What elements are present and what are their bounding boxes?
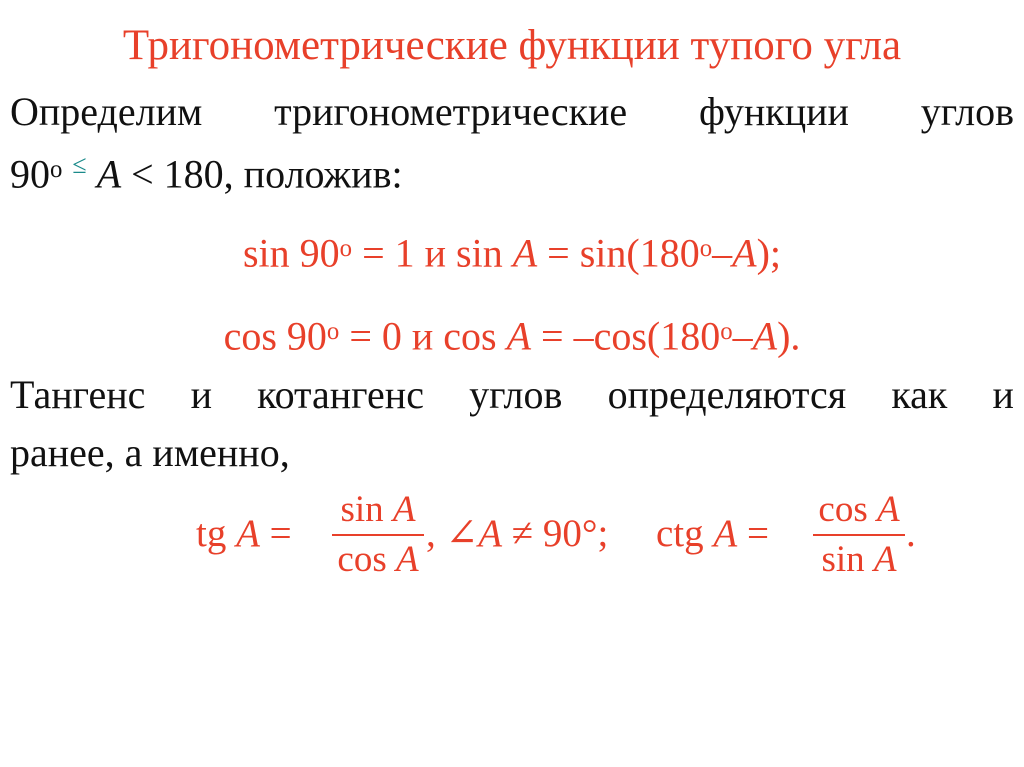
ctg-lhs: [656, 512, 769, 556]
fraction-bar: [813, 534, 905, 536]
equals-sign: =: [737, 512, 769, 555]
sine-equation: [0, 224, 1024, 278]
tangent-word: как: [891, 372, 948, 417]
angle-lower-bound: 90: [10, 151, 50, 197]
eq-text: –: [732, 313, 753, 359]
intro-paragraph: [10, 83, 1014, 208]
angle-upper-bound-text: < 180, положив:: [121, 151, 403, 197]
slide-title: Тригонометрические функции тупого угла: [122, 22, 902, 69]
degree-mark: o: [50, 156, 63, 183]
eq-text: );: [756, 230, 782, 276]
angle-variable: A: [96, 151, 122, 197]
formula-period: .: [906, 512, 916, 555]
angle-variable: A: [752, 313, 778, 359]
angle-variable: A: [512, 230, 538, 276]
intro-word: углов: [920, 89, 1014, 134]
formula-text: ,: [426, 512, 436, 555]
ctg-fraction: [813, 488, 905, 582]
angle-variable: A: [873, 539, 897, 580]
degree-mark: o: [326, 318, 340, 345]
cosine-equation: [0, 307, 1024, 361]
eq-text: = 0 и cos: [339, 313, 507, 359]
tangent-line-1: [10, 366, 1014, 424]
formula-text: ctg: [656, 512, 714, 555]
intro-word: Определим: [10, 89, 203, 134]
formula-text: sin: [821, 539, 874, 580]
tangent-word: определяются: [607, 372, 847, 417]
eq-text: = –cos(180: [531, 313, 721, 359]
eq-text: cos 90: [223, 313, 327, 359]
less-or-equal-sign: ≤: [72, 150, 87, 180]
formula-text: ≠ 90°;: [502, 512, 609, 555]
tangent-word: котангенс: [257, 372, 424, 417]
fraction-denominator: [332, 538, 424, 582]
tg-fraction: [332, 488, 424, 582]
tg-lhs: [196, 512, 292, 556]
fraction-numerator: [813, 488, 905, 532]
tangent-word: углов: [469, 372, 563, 417]
intro-line-2: [10, 141, 1014, 208]
angle-variable: A: [732, 230, 757, 276]
degree-mark: o: [720, 318, 733, 345]
eq-text: sin 90: [242, 230, 340, 276]
intro-line-1: [10, 83, 1014, 141]
eq-text: –: [712, 230, 733, 276]
formula-text: cos: [337, 539, 396, 580]
angle-icon: ∠: [445, 512, 479, 555]
angle-variable: A: [478, 512, 503, 555]
eq-text: ).: [777, 313, 801, 359]
eq-text: = sin(180: [537, 230, 700, 276]
formula-text: cos: [818, 489, 877, 530]
angle-variable: A: [392, 489, 416, 530]
tangent-cotangent-formulas: [0, 482, 1024, 592]
tangent-word: и: [190, 372, 212, 417]
formula-text: tg: [196, 512, 237, 555]
formula-text: sin: [340, 489, 393, 530]
angle-variable: A: [236, 512, 260, 555]
fraction-numerator: [332, 488, 424, 532]
tangent-word: Тангенс: [10, 372, 146, 417]
angle-variable: A: [506, 313, 532, 359]
tangent-word: и: [992, 372, 1014, 417]
degree-mark: o: [699, 235, 713, 262]
angle-variable: A: [876, 489, 900, 530]
tg-condition: [426, 512, 608, 556]
eq-text: = 1 и sin: [352, 230, 513, 276]
fraction-denominator: [813, 538, 905, 582]
degree-mark: o: [339, 235, 353, 262]
tangent-line-2: ранее, а именно,: [10, 430, 290, 475]
intro-word: функции: [698, 89, 849, 134]
tangent-paragraph: [10, 366, 1014, 482]
fraction-bar: [332, 534, 424, 536]
angle-variable: A: [395, 539, 419, 580]
equals-sign: =: [259, 512, 292, 555]
angle-variable: A: [713, 512, 738, 555]
intro-word: тригонометрические: [274, 89, 628, 134]
